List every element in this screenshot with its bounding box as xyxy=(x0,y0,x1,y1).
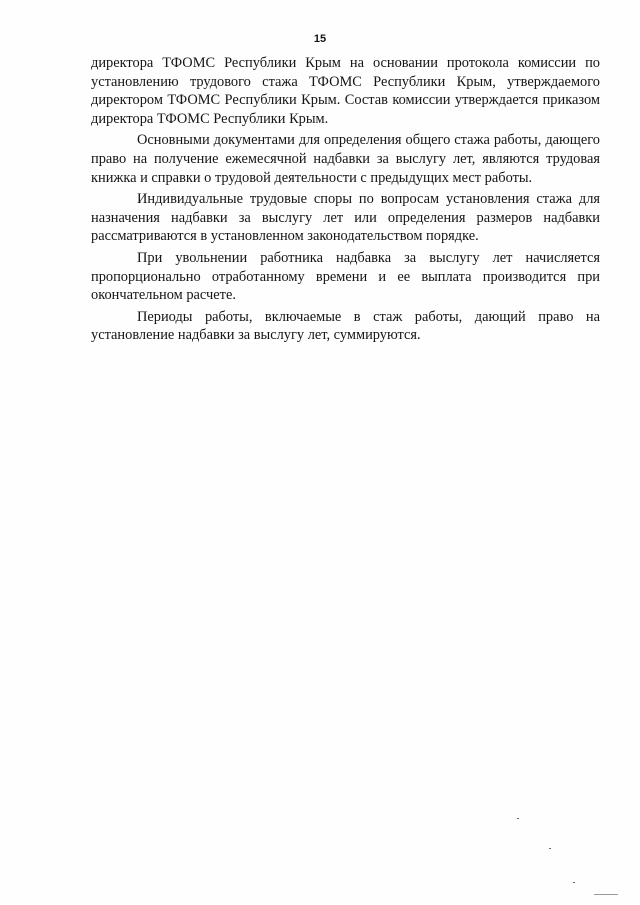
document-body xyxy=(91,54,600,348)
scan-speck xyxy=(517,818,519,819)
page-number: 15 xyxy=(313,33,327,45)
scan-speck xyxy=(573,882,575,883)
paragraph-dismissal: При увольнении работника надбавка за выслугу лет начисляется пропорционально отработанному времени и ее выплата производится при окончательном расчете. xyxy=(91,249,600,304)
paragraph-documents: Основными документами для определения общего стажа работы, дающего право на получение ежемесячной надбавки за выслугу лет, являются трудовая книжка и справки о трудовой деятельности с предыдущих мест работы. xyxy=(91,132,600,186)
paragraph-periods: Периоды работы, включаемые в стаж работы, дающий право на установление надбавки за выслугу лет, суммируются. xyxy=(91,308,600,344)
scan-line-mark xyxy=(594,894,618,895)
paragraph-disputes: Индивидуальные трудовые споры по вопросам установления стажа для назначения надбавки за выслугу лет или определения размеров надбавки рассматриваются в установленном законодательством порядке. xyxy=(91,191,600,245)
scan-speck xyxy=(549,848,551,849)
paragraph-continuation: директора ТФОМС Республики Крым на основании протокола комиссии по установлению трудового стажа ТФОМС Республики Крым, утверждаемого директором ТФОМС Республики Крым. Состав комиссии утверждается приказом директора ТФОМС Республики Крым. xyxy=(91,55,600,127)
